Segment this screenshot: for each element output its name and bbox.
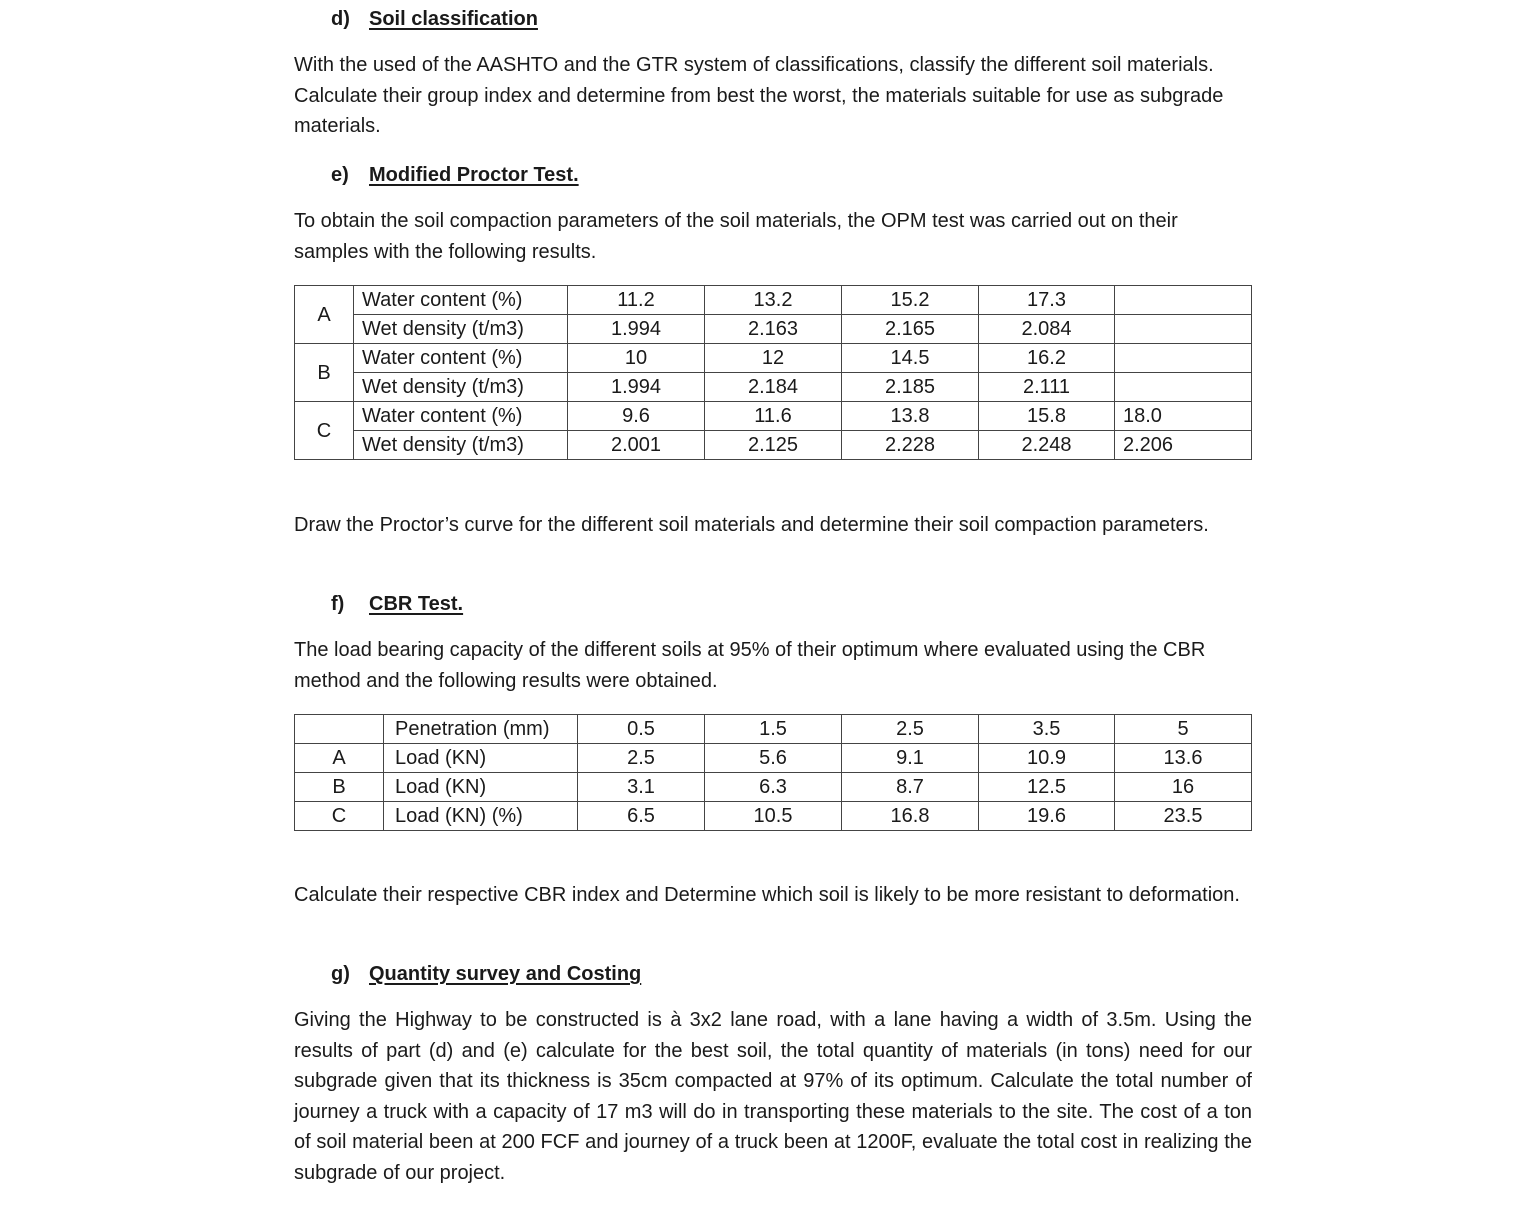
table-cell: 19.6 <box>979 802 1115 831</box>
table-cell: 14.5 <box>842 344 979 373</box>
heading-number: g) <box>331 963 350 985</box>
table-cell: 2.125 <box>705 431 842 460</box>
table-row <box>295 431 1252 460</box>
row-label: Wet density (t/m3) <box>354 431 568 460</box>
heading-soil-classification <box>331 6 538 32</box>
row-label: Wet density (t/m3) <box>354 373 568 402</box>
table-row <box>295 402 1252 431</box>
table-cell: 2.165 <box>842 315 979 344</box>
heading-number: e) <box>331 164 349 186</box>
paragraph-proctor-intro: To obtain the soil compaction parameters of the soil materials, the OPM test was carried out on their samples with the following results. <box>294 210 1178 263</box>
table-row <box>295 286 1252 315</box>
table-cell: 6.3 <box>705 773 842 802</box>
proctor-table <box>294 285 1252 460</box>
table-cell: 0.5 <box>578 715 705 744</box>
table-cell: 13.2 <box>705 286 842 315</box>
cbr-table <box>294 714 1252 831</box>
table-cell: 2.111 <box>979 373 1115 402</box>
heading-number: f) <box>331 593 345 615</box>
paragraph-cbr-intro: The load bearing capacity of the different soils at 95% of their optimum where evaluated using the CBR method and the following results were obtained. <box>294 639 1206 692</box>
table-cell: 2.5 <box>842 715 979 744</box>
table-cell: 10 <box>568 344 705 373</box>
table-cell: 18.0 <box>1115 402 1252 431</box>
heading-title: Modified Proctor Test. <box>369 164 579 186</box>
table-cell: 10.5 <box>705 802 842 831</box>
heading-cbr-test <box>331 591 463 617</box>
row-label: Penetration (mm) <box>384 715 578 744</box>
table-cell: 2.206 <box>1115 431 1252 460</box>
table-cell: 16.2 <box>979 344 1115 373</box>
row-label: Wet density (t/m3) <box>354 315 568 344</box>
table-cell <box>1115 286 1252 315</box>
heading-title: Soil classification <box>369 8 538 30</box>
table-row <box>295 773 1252 802</box>
table-cell: 15.2 <box>842 286 979 315</box>
paragraph-quantity-survey: Giving the Highway to be constructed is à 3x2 lane road, with a lane having a width of 3.5m. Using the results of part (d) and (e) calculate for the best soil, the total quantity of materials (in tons) need for our subgrade given that its thickness is 35cm compacted at 97% of its optimum. Calculate the total number of journey a truck with a capacity of 17 m3 will do in transporting these materials to the site. The cost of a ton of soil material been at 200 FCF and journey of a truck been at 1200F, evaluate the total cost in realizing the subgrade of our project. <box>294 1009 1252 1184</box>
table-cell <box>1115 373 1252 402</box>
row-label: Water content (%) <box>354 286 568 315</box>
table-cell: 13.8 <box>842 402 979 431</box>
table-cell: 2.228 <box>842 431 979 460</box>
table-cell: 1.5 <box>705 715 842 744</box>
paragraph-proctor-curve: Draw the Proctor’s curve for the different soil materials and determine their soil compaction parameters. <box>294 514 1209 536</box>
table-cell: 1.994 <box>568 373 705 402</box>
table-cell <box>1115 344 1252 373</box>
table-cell: 2.084 <box>979 315 1115 344</box>
heading-quantity-survey <box>331 961 641 987</box>
table-cell: 1.994 <box>568 315 705 344</box>
table-header-row <box>295 715 1252 744</box>
row-label: Load (KN) <box>384 773 578 802</box>
table-cell: 11.6 <box>705 402 842 431</box>
heading-number: d) <box>331 8 350 30</box>
row-label: Load (KN) <box>384 744 578 773</box>
soil-label: B <box>295 773 384 802</box>
table-row <box>295 344 1252 373</box>
table-cell: 3.1 <box>578 773 705 802</box>
table-cell: 2.001 <box>568 431 705 460</box>
table-row <box>295 802 1252 831</box>
row-label: Load (KN) (%) <box>384 802 578 831</box>
row-label: Water content (%) <box>354 402 568 431</box>
table-cell: 5 <box>1115 715 1252 744</box>
table-row <box>295 373 1252 402</box>
heading-modified-proctor-test <box>331 162 579 188</box>
soil-label: B <box>295 344 354 402</box>
table-cell: 9.1 <box>842 744 979 773</box>
table-cell: 13.6 <box>1115 744 1252 773</box>
table-cell: 6.5 <box>578 802 705 831</box>
table-cell: 2.163 <box>705 315 842 344</box>
table-cell: 2.185 <box>842 373 979 402</box>
table-cell: 12 <box>705 344 842 373</box>
heading-title: Quantity survey and Costing <box>369 963 642 985</box>
soil-label: A <box>295 286 354 344</box>
paragraph-cbr-index: Calculate their respective CBR index and Determine which soil is likely to be more resistant to deformation. <box>294 884 1240 906</box>
soil-label: A <box>295 744 384 773</box>
table-cell: 2.5 <box>578 744 705 773</box>
table-row <box>295 744 1252 773</box>
table-cell: 3.5 <box>979 715 1115 744</box>
table-cell: 16.8 <box>842 802 979 831</box>
table-cell: 16 <box>1115 773 1252 802</box>
table-cell: 2.184 <box>705 373 842 402</box>
paragraph-soil-classification: With the used of the AASHTO and the GTR system of classifications, classify the different soil materials. Calculate their group index and determine from best the worst, the materials suitable for use as subgrade materials. <box>294 54 1224 137</box>
table-cell: 11.2 <box>568 286 705 315</box>
heading-title: CBR Test. <box>369 593 464 615</box>
table-cell: 17.3 <box>979 286 1115 315</box>
table-row <box>295 315 1252 344</box>
table-cell: 15.8 <box>979 402 1115 431</box>
table-cell: 9.6 <box>568 402 705 431</box>
table-cell: 2.248 <box>979 431 1115 460</box>
table-cell: 5.6 <box>705 744 842 773</box>
soil-label <box>295 715 384 744</box>
table-cell <box>1115 315 1252 344</box>
table-cell: 10.9 <box>979 744 1115 773</box>
soil-label: C <box>295 402 354 460</box>
row-label: Water content (%) <box>354 344 568 373</box>
table-cell: 23.5 <box>1115 802 1252 831</box>
table-cell: 8.7 <box>842 773 979 802</box>
table-cell: 12.5 <box>979 773 1115 802</box>
soil-label: C <box>295 802 384 831</box>
